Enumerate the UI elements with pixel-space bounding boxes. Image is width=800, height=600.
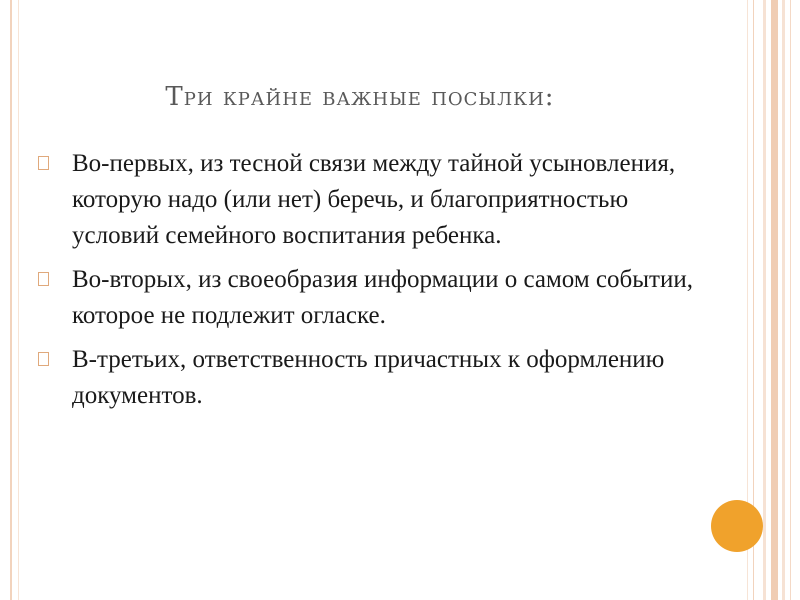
bullet-item [36, 146, 716, 254]
decorative-stripe [771, 0, 778, 600]
square-bullet-icon [38, 352, 49, 366]
square-bullet-icon [38, 272, 49, 286]
bullet-list [36, 146, 716, 422]
bullet-item [36, 262, 716, 334]
decorative-stripe [763, 0, 766, 600]
square-bullet-icon [38, 156, 49, 170]
slide-title: Три крайне важные посылки: [165, 82, 555, 112]
decorative-stripe [790, 0, 791, 600]
bullet-text: Во-вторых, из своеобразия информации о самом событии, которое не подлежит огласке. [72, 266, 693, 329]
bullet-text: В-третьих, ответственность причастных к оформлению документов. [72, 346, 665, 409]
bullet-item [36, 342, 716, 414]
bullet-text: Во-первых, из тесной связи между тайной усыновления, которую надо (или нет) беречь, и благоприятностью условий семейного воспитания ребенка. [72, 150, 676, 249]
orange-circle-icon [711, 500, 763, 552]
decorative-stripe [782, 0, 785, 600]
